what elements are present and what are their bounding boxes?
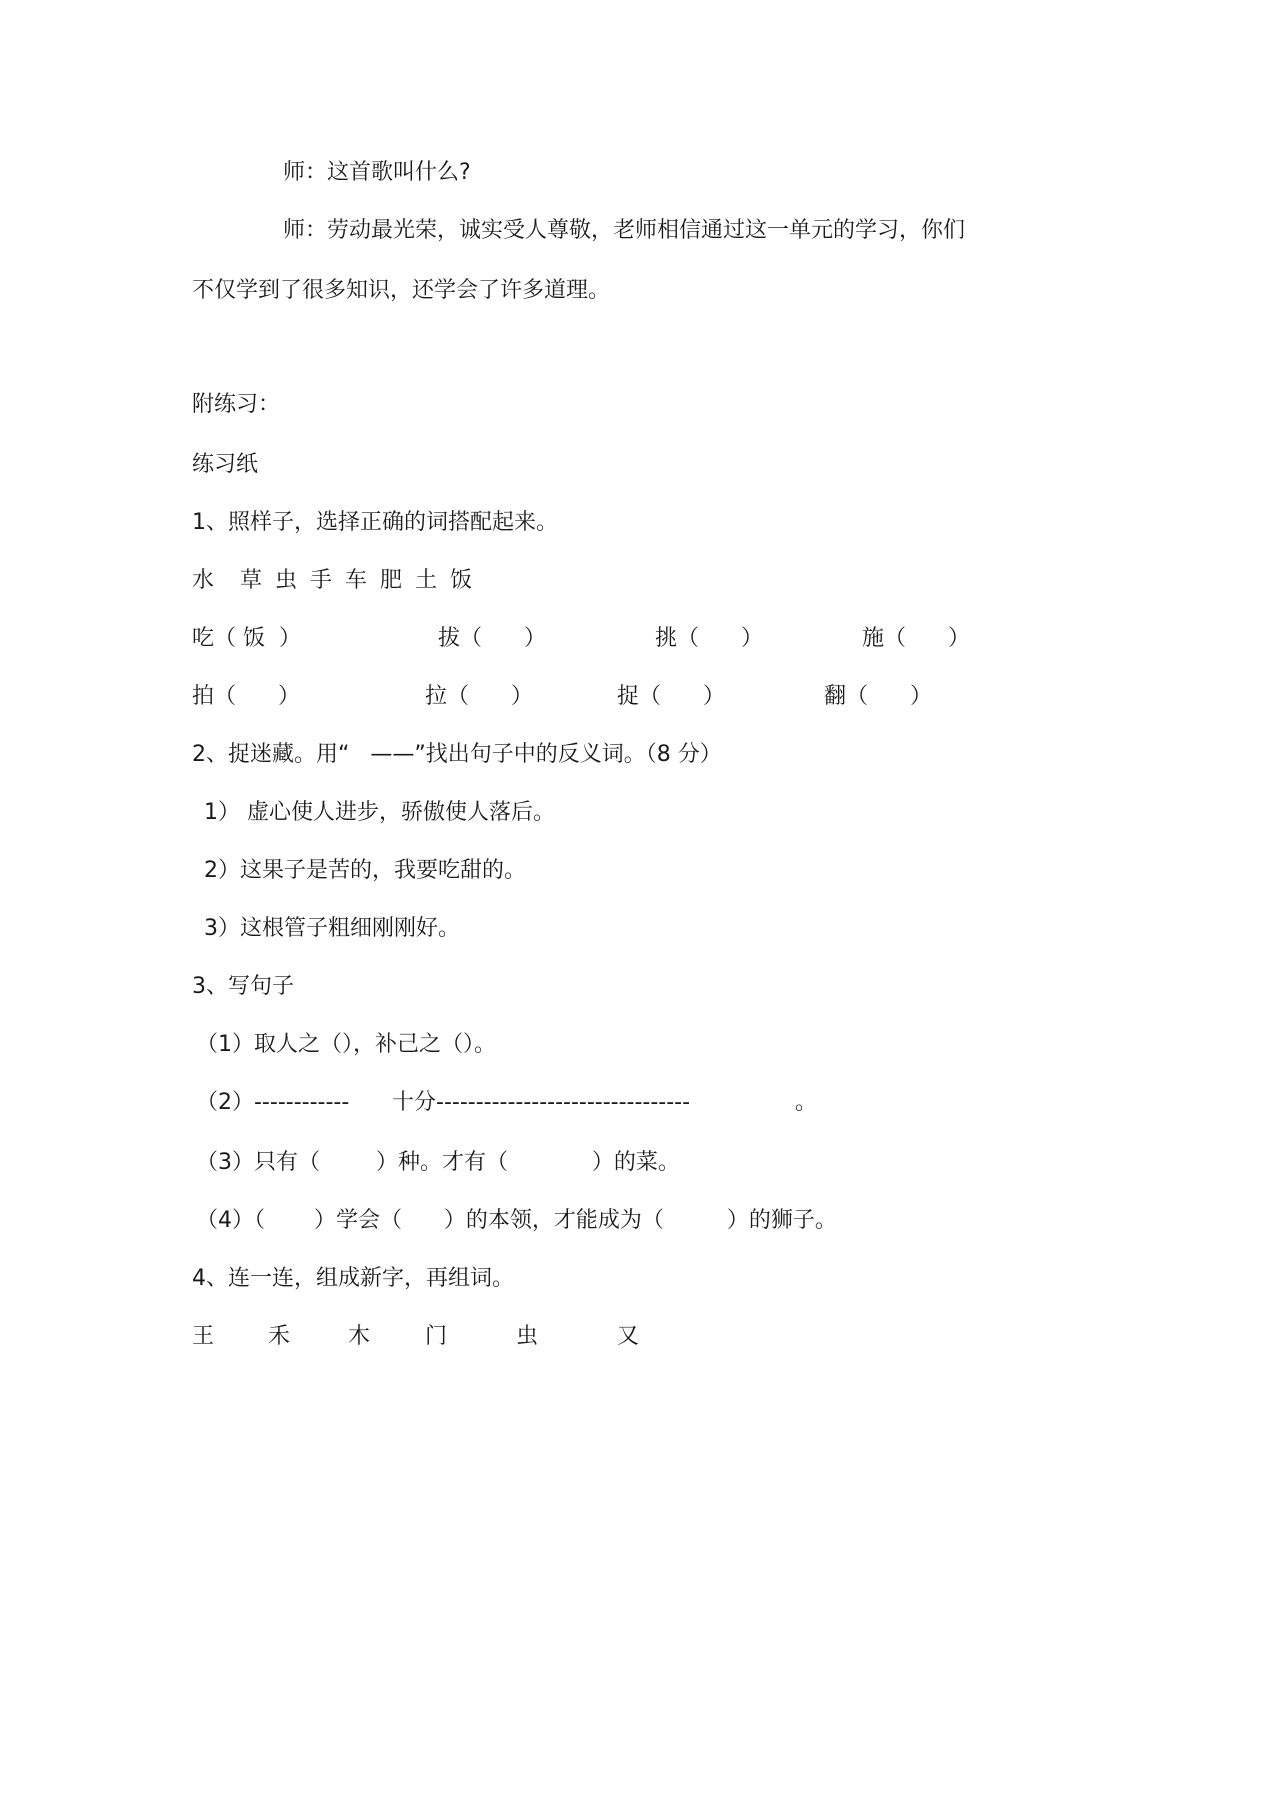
appendix-heading: 附练习：: [192, 392, 281, 417]
q3-item-2-end: 。: [795, 1090, 818, 1115]
q4-char-3: 木: [348, 1324, 371, 1349]
appendix-subheading: 练习纸: [192, 452, 259, 477]
q3-item-4: （4）（ ）学会（ ）的本领，才能成为（ ）的狮子。: [196, 1208, 837, 1233]
q2-item-1: 1） 虚心使人进步，骄傲使人落后。: [204, 800, 555, 825]
dialogue-line-2: 师：劳动最光荣，诚实受人尊敬，老师相信通过这一单元的学习，你们: [283, 218, 966, 243]
dialogue-line-3: 不仅学到了很多知识，还学会了许多道理。: [192, 278, 611, 303]
q4-char-6: 又: [617, 1324, 640, 1349]
q2-item-3: 3）这根管子粗细刚刚好。: [204, 916, 460, 941]
q4-char-4: 门: [425, 1324, 448, 1349]
q1-row1-item-4: 施（ ）: [862, 626, 970, 651]
q1-row2-item-3: 捉（ ）: [617, 684, 725, 709]
q1-row1-item-3: 挑（ ）: [655, 626, 763, 651]
q4-char-2: 禾: [268, 1324, 291, 1349]
q4-char-1: 王: [192, 1324, 215, 1349]
q1-row2-item-4: 翻（ ）: [824, 684, 932, 709]
dialogue-line-1: 师：这首歌叫什么?: [283, 160, 471, 185]
q4-char-5: 虫: [516, 1324, 539, 1349]
q1-row1-item-1: 吃（ 饭 ）: [192, 626, 301, 651]
q3-item-2-prefix: （2）------------: [196, 1090, 350, 1115]
q1-title: 1、照样子，选择正确的词搭配起来。: [192, 510, 558, 535]
q2-title: 2、捉迷藏。用“ ——”找出句子中的反义词。（8 分）: [192, 742, 722, 767]
q3-item-3: （3）只有（ ）种。才有（ ）的菜。: [196, 1150, 680, 1175]
q3-item-1: （1）取人之（），补己之（）。: [196, 1032, 496, 1057]
q4-title: 4、连一连，组成新字，再组词。: [192, 1266, 514, 1291]
q2-item-2: 2）这果子是苦的，我要吃甜的。: [204, 858, 526, 883]
q3-title: 3、写句子: [192, 974, 294, 999]
q1-word-bank: 水 草 虫 手 车 肥 土 饭: [192, 568, 472, 593]
q3-item-2-middle: 十分--------------------------------: [392, 1090, 691, 1115]
q1-row2-item-2: 拉（ ）: [425, 684, 533, 709]
q1-row1-item-2: 拔（ ）: [438, 626, 546, 651]
q1-row2-item-1: 拍（ ）: [192, 684, 300, 709]
